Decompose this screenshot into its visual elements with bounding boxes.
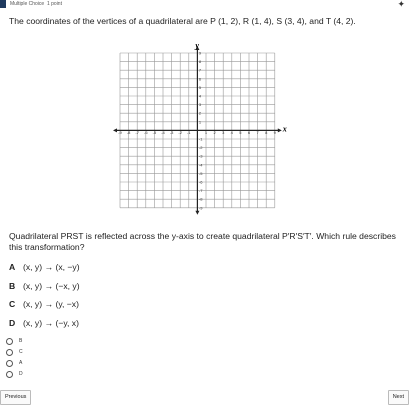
question-prompt: Quadrilateral PRST is reflected across the y-axis to create quadrilateral P′R′S′T′. Which rule describes this transformation? — [9, 231, 396, 252]
y-tick-label: 2 — [198, 110, 202, 116]
coordinate-grid — [113, 43, 295, 217]
x-axis-arrow — [113, 128, 117, 132]
x-tick-label: 5 — [239, 129, 242, 135]
y-tick-label: -4 — [198, 162, 203, 168]
pin-icon[interactable]: ✦ — [397, 0, 405, 9]
x-tick-label: 8 — [265, 129, 268, 135]
question-marker — [0, 0, 6, 8]
x-tick-label: 7 — [256, 129, 259, 135]
y-tick-label: 3 — [198, 102, 202, 108]
x-tick-label: 2 — [213, 129, 216, 135]
choice-a — [9, 262, 80, 272]
x-axis-label: x — [282, 124, 287, 134]
answer-option-label: D — [19, 371, 23, 377]
y-tick-label: -5 — [198, 170, 203, 176]
answer-options — [6, 336, 23, 380]
x-tick-label: 3 — [222, 129, 225, 135]
x-tick-label: -3 — [169, 129, 174, 135]
x-tick-label: -2 — [178, 129, 182, 135]
y-tick-label: 9 — [198, 50, 202, 56]
y-tick-label: -8 — [198, 196, 203, 202]
answer-option-a[interactable] — [6, 358, 23, 368]
x-tick-label: -8 — [126, 129, 131, 135]
y-tick-label: -7 — [198, 188, 203, 194]
question-header — [0, 0, 411, 10]
answer-option-label: C — [19, 349, 23, 355]
next-button[interactable]: Next — [388, 390, 409, 405]
y-tick-label: -6 — [198, 179, 203, 185]
y-tick-label: -1 — [198, 136, 203, 142]
x-tick-label: -4 — [161, 129, 165, 135]
x-tick-label: 1 — [204, 129, 208, 135]
choice-c — [9, 299, 80, 309]
y-tick-label: 6 — [198, 76, 202, 82]
y-tick-label: 8 — [198, 59, 202, 65]
answer-option-b[interactable] — [6, 336, 23, 346]
x-tick-label: -1 — [187, 129, 191, 135]
y-tick-label: -3 — [198, 153, 203, 159]
choices-list — [9, 262, 80, 336]
previous-button[interactable]: Previous — [0, 390, 31, 405]
question-meta — [10, 1, 62, 7]
x-tick-label: -6 — [144, 129, 148, 135]
y-tick-label: 1 — [198, 119, 202, 125]
radio-button[interactable] — [6, 338, 13, 345]
choice-letter: D — [9, 317, 16, 328]
choice-text: (x, y) → (y, −x) — [23, 299, 79, 310]
x-tick-label: 6 — [247, 129, 251, 135]
question-type: Multiple Choice — [10, 1, 45, 7]
y-axis-label: y — [195, 43, 199, 50]
answer-option-label: B — [19, 338, 23, 344]
choice-letter: A — [9, 262, 16, 272]
y-tick-label: 7 — [198, 67, 202, 73]
x-tick-label: 4 — [230, 129, 233, 135]
question-text: The coordinates of the vertices of a quadrilateral are P (1, 2), R (1, 4), S (3, 4), and T (4, 2). — [9, 16, 356, 26]
answer-option-c[interactable] — [6, 347, 23, 357]
y-axis-arrow — [195, 211, 199, 215]
choice-letter: C — [9, 299, 16, 310]
x-tick-label: -7 — [135, 129, 139, 135]
radio-button[interactable] — [6, 371, 13, 378]
radio-button[interactable] — [6, 360, 13, 367]
y-tick-label: -9 — [198, 205, 203, 211]
y-tick-label: 4 — [198, 93, 202, 99]
choice-text: (x, y) → (−x, y) — [23, 280, 80, 291]
y-tick-label: 5 — [198, 84, 202, 90]
y-tick-label: -2 — [198, 145, 203, 151]
choice-text: (x, y) → (x, −y) — [23, 262, 80, 272]
question-points: 1 point — [46, 1, 62, 7]
answer-option-d[interactable] — [6, 369, 23, 379]
choice-b — [9, 281, 80, 291]
x-axis-arrow — [278, 128, 282, 132]
choice-letter: B — [9, 280, 16, 291]
x-tick-label: -9 — [118, 129, 122, 135]
choice-d — [9, 318, 80, 328]
x-tick-label: -5 — [152, 129, 157, 135]
x-tick-label: 9 — [273, 129, 276, 135]
choice-text: (x, y) → (−y, x) — [23, 317, 79, 328]
answer-option-label: A — [19, 360, 23, 366]
radio-button[interactable] — [6, 349, 13, 356]
